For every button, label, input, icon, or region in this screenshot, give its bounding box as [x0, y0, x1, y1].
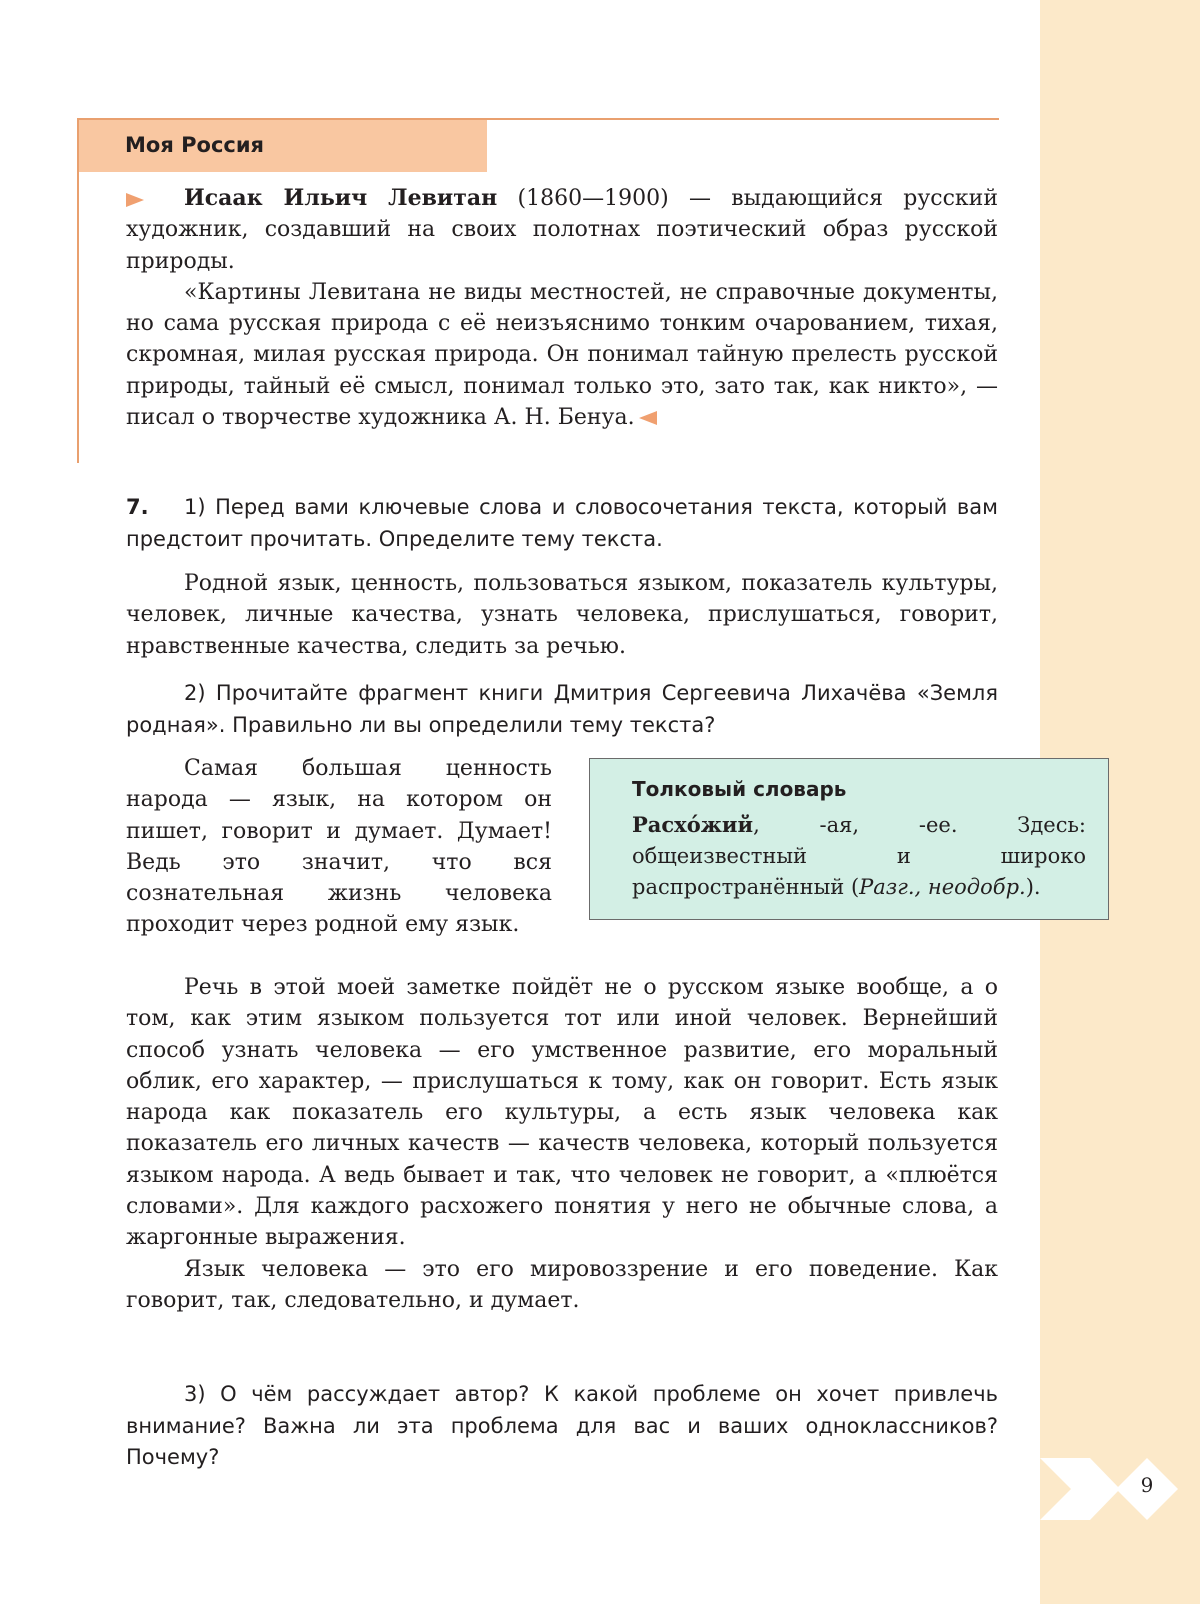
dictionary-note: Разг., неодобр. [859, 875, 1026, 899]
dictionary-definition: , -ая, -ее. Здесь: общеизвестный и широко распространённый ( [632, 813, 1086, 899]
task-7-part-3: 3) О чём рассуждает автор? К какой проблеме он хочет привлечь внимание? Важна ли эта проблема для вас и ваших одноклассников? Почему? [126, 1382, 998, 1469]
rossia-text [126, 183, 998, 433]
page-number-marker [1040, 1458, 1200, 1520]
benua-quote-text: «Картины Левитана не виды местностей, не справочные документы, но сама русская природа с её неизъяснимо тонким очарованием, тихая, скромная, милая русская природа. Он понимал тайную прелесть русской природы, тайный её смысл, понимал только это, зато так, как никто», — писал о творчестве художника А. Н. Бенуа. [126, 279, 998, 431]
likhachev-paragraph-3: Язык человека — это его мировоззрение и его поведение. Как говорит, так, следовательно, и думает. [126, 1256, 998, 1313]
triangle-left-icon [639, 411, 657, 425]
keywords-paragraph: Родной язык, ценность, пользоваться языком, показатель культуры, человек, личные качества, узнать человека, прислушаться, говорит, нравственные качества, следить за речью. [126, 571, 998, 659]
levitan-name: Исаак Ильич Левитан [184, 185, 498, 211]
page-number: 9 [1140, 1473, 1154, 1497]
dictionary-title: Толковый словарь [632, 777, 847, 801]
rossia-header [79, 120, 487, 172]
dictionary-box [589, 758, 1109, 920]
dictionary-tail: ). [1025, 875, 1041, 899]
task-7-part-1 [126, 492, 998, 555]
benua-quote [126, 277, 998, 433]
task-7-part-1-text: 1) Перед вами ключевые слова и словосочетания текста, который вам предстоит прочитать. Определите тему текста. [126, 495, 998, 551]
rossia-title: Моя Россия [125, 133, 265, 157]
dictionary-word: Расхо́жий [632, 812, 754, 837]
levitan-paragraph [126, 183, 998, 277]
levitan-intro: (1860—1900) — выдающийся русский художник, создавший на своих полотнах поэтический образ русской природы. [126, 186, 998, 274]
likhachev-text [126, 972, 998, 1316]
likhachev-paragraph-2: Речь в этой моей заметке пойдёт не о русском языке вообще, а о том, как этим языком пользуется тот или иной человек. Вернейший способ узнать человека — его умственное развитие, его моральный облик, его характер, — прислушаться к тому, как он говорит. Есть язык народа как показатель его культуры, а есть язык человека как показатель его личных качеств — качеств человека, который пользуется языком народа. А ведь бывает и так, что человек не говорит, а «плюётся словами». Для каждого расхожего понятия у него не обычные слова, а жаргонные выражения. [126, 975, 998, 1251]
dictionary-entry [632, 809, 1086, 903]
task-number: 7. [126, 495, 149, 519]
task-7-part-2: 2) Прочитайте фрагмент книги Дмитрия Сергеевича Лихачёва «Земля родная». Правильно ли вы определили тему текста? [126, 681, 998, 737]
likhachev-paragraph-1: Самая большая ценность народа — язык, на котором он пишет, говорит и думает. Думает! Ведь это значит, что вся сознательная жизнь человека проходит через родной ему язык. [126, 756, 552, 938]
